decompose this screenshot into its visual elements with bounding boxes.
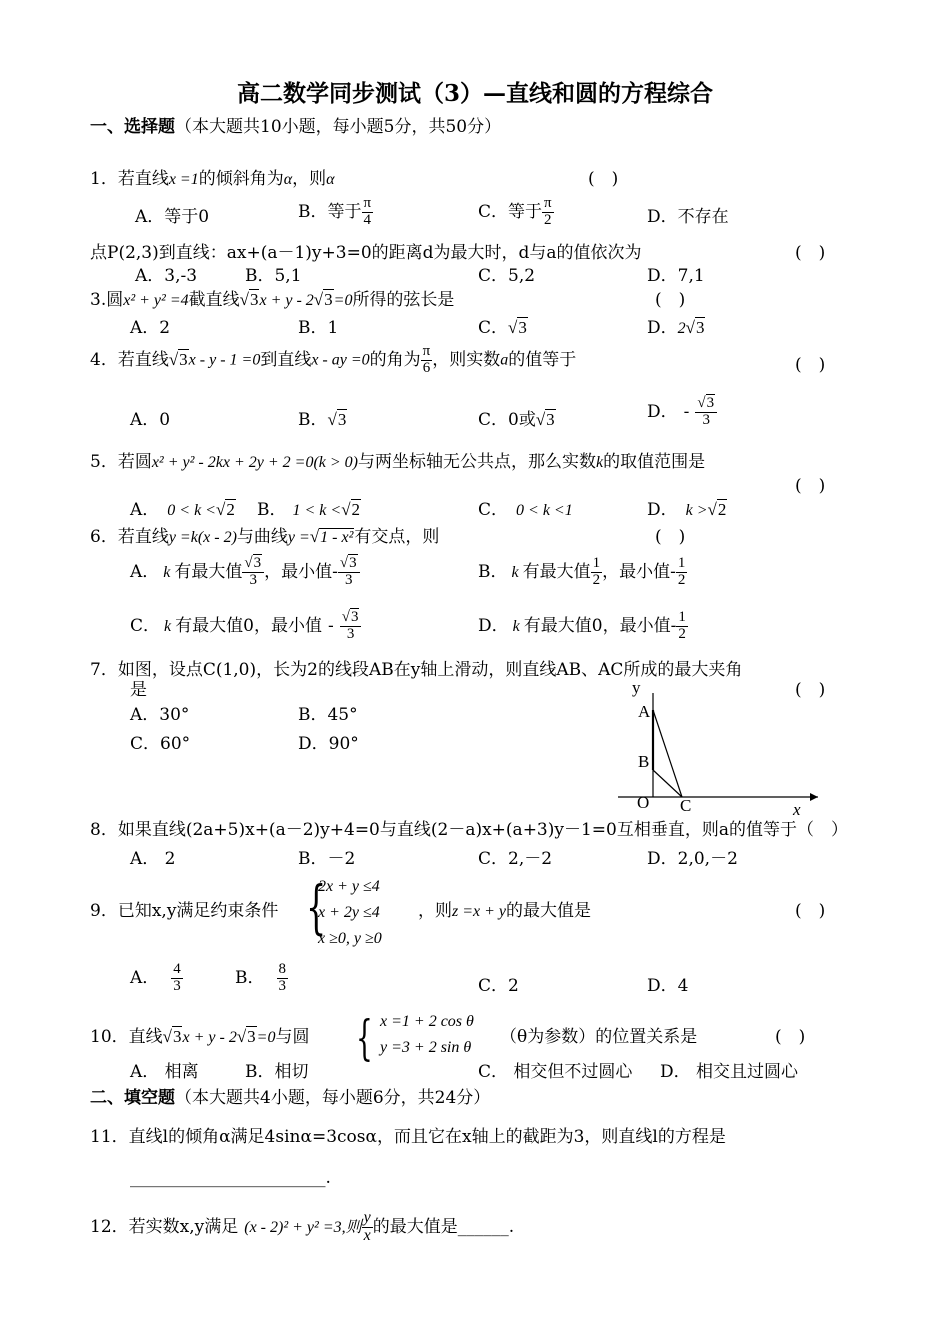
q4-option-d: D． - $\frac{√3}{3}$ (647, 396, 717, 429)
q7-option-d: D．90° (298, 734, 359, 754)
q10-option-c: C． 相交但不过圆心 (478, 1062, 633, 1082)
param-y: y =3 + 2 sin θ (380, 1039, 472, 1056)
q1-option-a: A．等于0 (135, 207, 210, 227)
section-fill-header (90, 1088, 490, 1108)
q9-option-c: C．2 (478, 976, 519, 996)
answer-paren: ( ) (795, 243, 826, 263)
q3-option-a: A．2 (130, 318, 171, 338)
section-label: 二、填空题 (90, 1088, 175, 1108)
page-title: 高二数学同步测试（3）—直线和圆的方程综合 (236, 80, 713, 107)
question-8: 8．如果直线(2a+5)x+(a－2)y+4=0与直线(2－a)x+(a+3)y－1=0互相垂直，则a的值等于（ ） (90, 820, 848, 840)
q8-option-d: D．2,0,－2 (647, 849, 738, 869)
q1-option-c: C．等于 $\frac{\pi}{2}$ (478, 195, 552, 228)
label-a: A (638, 702, 651, 721)
section-choice-header (90, 117, 501, 137)
answer-paren: ( ) (795, 476, 826, 496)
q9-option-b: B． $\frac{8}{3}$ (235, 961, 286, 994)
q8-option-a: A． 2 (130, 849, 176, 869)
question-9-cont: ，则z =x + y的最大值是 (418, 901, 592, 921)
question-4: 4．若直线√3x - y - 1 =0到直线x - ay =0的角为 $\frac{\pi}{6}$ ，则实数a的值等于 (90, 343, 577, 376)
q7-figure (610, 675, 825, 820)
q3-option-d: D．2√3 (647, 318, 705, 338)
label-b: B (638, 752, 650, 771)
section-desc: （本大题共4小题，每小题6分，共24分） (175, 1088, 491, 1108)
question-1: 1．若直线x =1的倾斜角为α，则α (90, 169, 335, 189)
q6-option-a: A． k 有最大值 $\frac{√3}{3}$ ，最小值- $\frac{√3}{3}$ (130, 556, 360, 589)
q8-option-c: C．2,－2 (478, 849, 553, 869)
answer-paren: ( ) (795, 680, 826, 700)
q9-option-a: A． $\frac{4}{3}$ (130, 961, 181, 994)
q1-option-d: D．不存在 (647, 207, 729, 227)
answer-paren: ( ) (655, 527, 686, 547)
label-y: y (632, 678, 641, 697)
label-x: x (793, 800, 801, 819)
q5-option-a: A． 0 < k <√2 (130, 500, 235, 520)
q10-option-d: D． 相交且过圆心 (660, 1062, 799, 1082)
question-7-cont: 是 (130, 680, 147, 700)
question-10-cont: （θ为参数）的位置关系是 (500, 1027, 698, 1047)
q11-blank[interactable]: _______________________. (130, 1168, 331, 1188)
question-2: 点P(2,3)到直线：ax+(a－1)y+3=0的距离d为最大时，d与a的值依次为 (90, 243, 642, 263)
label-c: C (680, 796, 692, 815)
q5-option-d: D． k >√2 (647, 500, 727, 520)
q10-brace: { (356, 1010, 373, 1066)
section-desc: （本大题共10小题，每小题5分，共50分） (175, 117, 502, 137)
x-axis-arrow (810, 793, 818, 801)
q10-option-a: A． 相离 (130, 1062, 199, 1082)
q9-option-d: D．4 (647, 976, 689, 996)
q2-option-d: D．7,1 (647, 266, 705, 286)
constraint-2: x + 2y ≤4 (318, 904, 380, 921)
question-7: 7．如图，设点C(1,0)，长为2的线段AB在y轴上滑动，则直线AB、AC所成的最大夹角 (90, 660, 743, 680)
param-x: x =1 + 2 cos θ (380, 1013, 474, 1030)
q2-option-b: B．5,1 (245, 266, 302, 286)
q3-option-c: C．√3 (478, 318, 527, 338)
q6-option-d: D． k 有最大值0，最小值- $\frac{1}{2}$ (478, 609, 686, 642)
question-10: 10．直线√3x + y - 2√3=0与圆 (90, 1027, 310, 1047)
constraint-3: x ≥0, y ≥0 (318, 930, 382, 947)
q7-option-c: C．60° (130, 734, 191, 754)
q5-option-b: B． 1 < k <√2 (257, 500, 361, 520)
q10-option-b: B．相切 (245, 1062, 309, 1082)
q12-blank[interactable]: ______. (457, 1217, 515, 1238)
q2-option-a: A．3,-3 (135, 266, 198, 286)
question-12: 12．若实数x,y满足 (x - 2)² + y² =3,则 $\frac{y}{x}$ 的最大值是______. (90, 1209, 515, 1244)
q9-constraints (318, 874, 382, 952)
answer-paren: ( ) (655, 290, 686, 310)
question-5: 5．若圆x² + y² - 2kx + 2y + 2 =0(k > 0)与两坐标轴无公共点，那么实数k的取值范围是 (90, 452, 706, 472)
q7-option-a: A．30° (130, 705, 190, 725)
answer-paren: ( ) (588, 169, 619, 189)
q4-option-b: B．√3 (298, 410, 347, 430)
constraint-1: 2x + y ≤4 (318, 878, 380, 895)
q4-option-a: A．0 (130, 410, 171, 430)
q4-option-c: C．0或√3 (478, 410, 555, 430)
answer-paren: ( ) (795, 901, 826, 921)
q1-option-b: B．等于 $\frac{\pi}{4}$ (298, 195, 372, 228)
q6-option-c: C． k 有最大值0，最小值 - $\frac{√3}{3}$ (130, 610, 361, 643)
question-3: 3.圆x² + y² =4截直线√3x + y - 2√3=0所得的弦长是 (90, 290, 455, 310)
q2-option-c: C．5,2 (478, 266, 536, 286)
q7-option-b: B．45° (298, 705, 358, 725)
q6-option-b: B． k 有最大值 $\frac{1}{2}$ ，最小值- $\frac{1}{2}$ (478, 555, 686, 588)
q5-option-c: C． 0 < k <1 (478, 500, 573, 520)
label-o: O (637, 793, 650, 812)
answer-paren: ( ) (795, 355, 826, 375)
question-11: 11．直线l的倾角α满足4sinα=3cosα，而且它在x轴上的截距为3，则直线l的方程是 (90, 1127, 726, 1147)
answer-paren: ( ) (775, 1027, 806, 1047)
question-9: 9．已知x,y满足约束条件 (90, 901, 279, 921)
q8-option-b: B．－2 (298, 849, 356, 869)
q10-param-equations (380, 1009, 474, 1061)
question-6: 6．若直线y =k(x - 2)与曲线y =√1 - x²有交点，则 (90, 527, 440, 547)
q3-option-b: B．1 (298, 318, 339, 338)
section-label: 一、选择题 (90, 117, 175, 137)
q9-brace: { (306, 873, 327, 941)
